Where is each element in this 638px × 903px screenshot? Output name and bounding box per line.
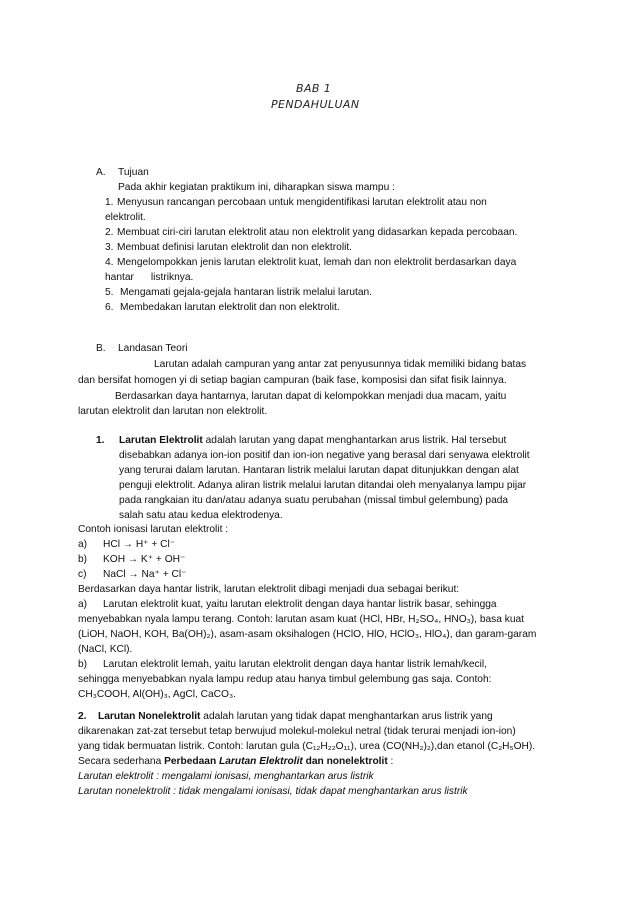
- comparison-suffix: :: [387, 756, 394, 767]
- objective-3-line-1: Membuat definisi larutan elektrolit dan non elektrolit.: [117, 242, 353, 253]
- nonelektrolit-term: Larutan Nonelektrolit: [98, 711, 201, 722]
- elektrolit-line-3: yang terurai dalam larutan. Hantaran listrik melalui larutan dapat ditunjukkan dengan alat: [119, 465, 519, 476]
- objective-1-number: 1.: [105, 197, 114, 208]
- example-b-label: b): [78, 554, 88, 565]
- objective-6-line-1: Membedakan larutan elektrolit dan non elektrolit.: [120, 302, 340, 313]
- chapter-label: BAB 1: [296, 82, 332, 95]
- section-a-intro: Pada akhir kegiatan praktikum ini, diharapkan siswa mampu :: [118, 182, 395, 193]
- objective-4-line-1: Mengelompokkan jenis larutan elektrolit kuat, lemah dan non elektrolit berdasarkan daya: [117, 257, 517, 268]
- section-b-heading: Landasan Teori: [118, 343, 188, 354]
- example-b-equation: KOH → K⁺ + OH⁻: [103, 554, 186, 565]
- comparison-bold-1: Perbedaan: [164, 756, 220, 767]
- example-c-label: c): [78, 569, 87, 580]
- nonelektrolit-number: 2.: [78, 711, 87, 722]
- nonelektrolit-line-2: dikarenakan zat-zat tersebut tetap berwujud molekul-molekul netral (tidak terurai menjadi ion-ion): [78, 726, 516, 737]
- objective-4-line-2: hantar listriknya.: [105, 272, 194, 283]
- definition-nonelektrolit: Larutan nonelektrolit : tidak mengalami ionisasi, tidak dapat menghantarkan arus listrik: [78, 786, 468, 797]
- elektrolit-line-6: salah satu atau kedua elektrodenya.: [119, 510, 283, 521]
- objective-1-line-2: elektrolit.: [105, 212, 146, 223]
- objective-5-line-1: Mengamati gejala-gejala hantaran listrik melalui larutan.: [120, 287, 372, 298]
- weak-line-2: sehingga menyebabkan nyala lampu redup atau hanya timbul gelembung gas saja. Contoh:: [78, 674, 492, 685]
- section-a-marker: A.: [96, 167, 106, 178]
- comparison-heading: [78, 755, 393, 770]
- strong-line-2: menyebabkan nyala lampu terang. Contoh: larutan asam kuat (HCl, HBr, H₂SO₄, HNO₃), basa kuat: [78, 614, 525, 625]
- classification-line: Berdasarkan daya hantar listrik, larutan elektrolit dibagi menjadi dua sebagai berikut:: [78, 584, 460, 595]
- weak-label: b): [78, 659, 88, 670]
- theory-line-3: Berdasarkan daya hantarnya, larutan dapat di kelompokkan menjadi dua macam, yaitu: [115, 391, 507, 402]
- definition-elektrolit: Larutan elektrolit : mengalami ionisasi, menghantarkan arus listrik: [78, 771, 374, 782]
- strong-line-3: (LiOH, NaOH, KOH, Ba(OH)₂), asam-asam oksihalogen (HClO, HlO, HClO₃, HlO₄), dan garam-garam: [78, 629, 537, 640]
- objective-5-number: 5.: [105, 287, 114, 298]
- weak-line-3: CH₃COOH, Al(OH)₃, AgCl, CaCO₃.: [78, 689, 236, 700]
- nonelektrolit-line-3: yang tidak bermuatan listrik. Contoh: larutan gula (C₁₂H₂₂O₁₁), urea (CO(NH₂)₂),dan etanol (C₂H₅OH).: [78, 741, 536, 752]
- example-a-equation: HCl → H⁺ + Cl⁻: [103, 539, 176, 550]
- elektrolit-number: 1.: [96, 435, 105, 446]
- elektrolit-line-1: [119, 434, 506, 449]
- nonelektrolit-def-start: adalah larutan yang tidak dapat menghantarkan arus listrik yang: [200, 711, 493, 722]
- example-a-label: a): [78, 539, 88, 550]
- elektrolit-term: Larutan Elektrolit: [119, 435, 203, 446]
- theory-line-2: dan bersifat homogen yi di setiap bagian campuran (baik fase, komposisi dan sifat fisik lainnya.: [78, 375, 507, 386]
- theory-line-1: Larutan adalah campuran yang antar zat penyusunnya tidak memiliki bidang batas: [154, 359, 527, 370]
- objective-1-line-1: Menyusun rancangan percobaan untuk mengidentifikasi larutan elektrolit atau non: [117, 197, 487, 208]
- section-b-marker: B.: [96, 343, 106, 354]
- weak-line-1: Larutan elektrolit lemah, yaitu larutan elektrolit dengan daya hantar listrik lemah/kecil,: [103, 659, 487, 670]
- strong-label: a): [78, 599, 88, 610]
- elektrolit-def-start: adalah larutan yang dapat menghantarkan arus listrik. Hal tersebut: [202, 435, 507, 446]
- objective-3-number: 3.: [105, 242, 114, 253]
- elektrolit-line-4: penguji elektrolit. Adanya aliran listrik melalui larutan ditandai oleh menyalanya lampu pijar: [119, 480, 527, 491]
- example-heading: Contoh ionisasi larutan elektrolit :: [78, 524, 229, 535]
- theory-line-4: larutan elektrolit dan larutan non elektrolit.: [78, 406, 268, 417]
- objective-4-number: 4.: [105, 257, 114, 268]
- objective-6-number: 6.: [105, 302, 114, 313]
- elektrolit-line-2: disebabkan adanya ion-ion positif dan ion-ion negative yang berasal dari senyawa elektrolit: [119, 450, 530, 461]
- strong-line-1: Larutan elektrolit kuat, yaitu larutan elektrolit dengan daya hantar listrik basar, sehingga: [103, 599, 497, 610]
- strong-line-4: (NaCl, KCl).: [78, 644, 133, 655]
- objective-2-number: 2.: [105, 227, 114, 238]
- example-c-equation: NaCl → Na⁺ + Cl⁻: [103, 569, 187, 580]
- objective-2-line-1: Membuat ciri-ciri larutan elektrolit atau non elektrolit yang didasarkan kepada percobaan.: [117, 227, 518, 238]
- elektrolit-line-5: pada rangkaian itu dan/atau adanya suatu perubahan (missal timbul gelembung) pada: [119, 495, 509, 506]
- comparison-bold-italic: Larutan Elektrolit: [219, 756, 303, 767]
- comparison-prefix: Secara sederhana: [78, 756, 165, 767]
- section-a-heading: Tujuan: [118, 167, 149, 178]
- comparison-bold-2: dan nonelektrolit: [302, 756, 388, 767]
- nonelektrolit-line-1: [98, 710, 493, 725]
- chapter-title: PENDAHULUAN: [271, 98, 360, 111]
